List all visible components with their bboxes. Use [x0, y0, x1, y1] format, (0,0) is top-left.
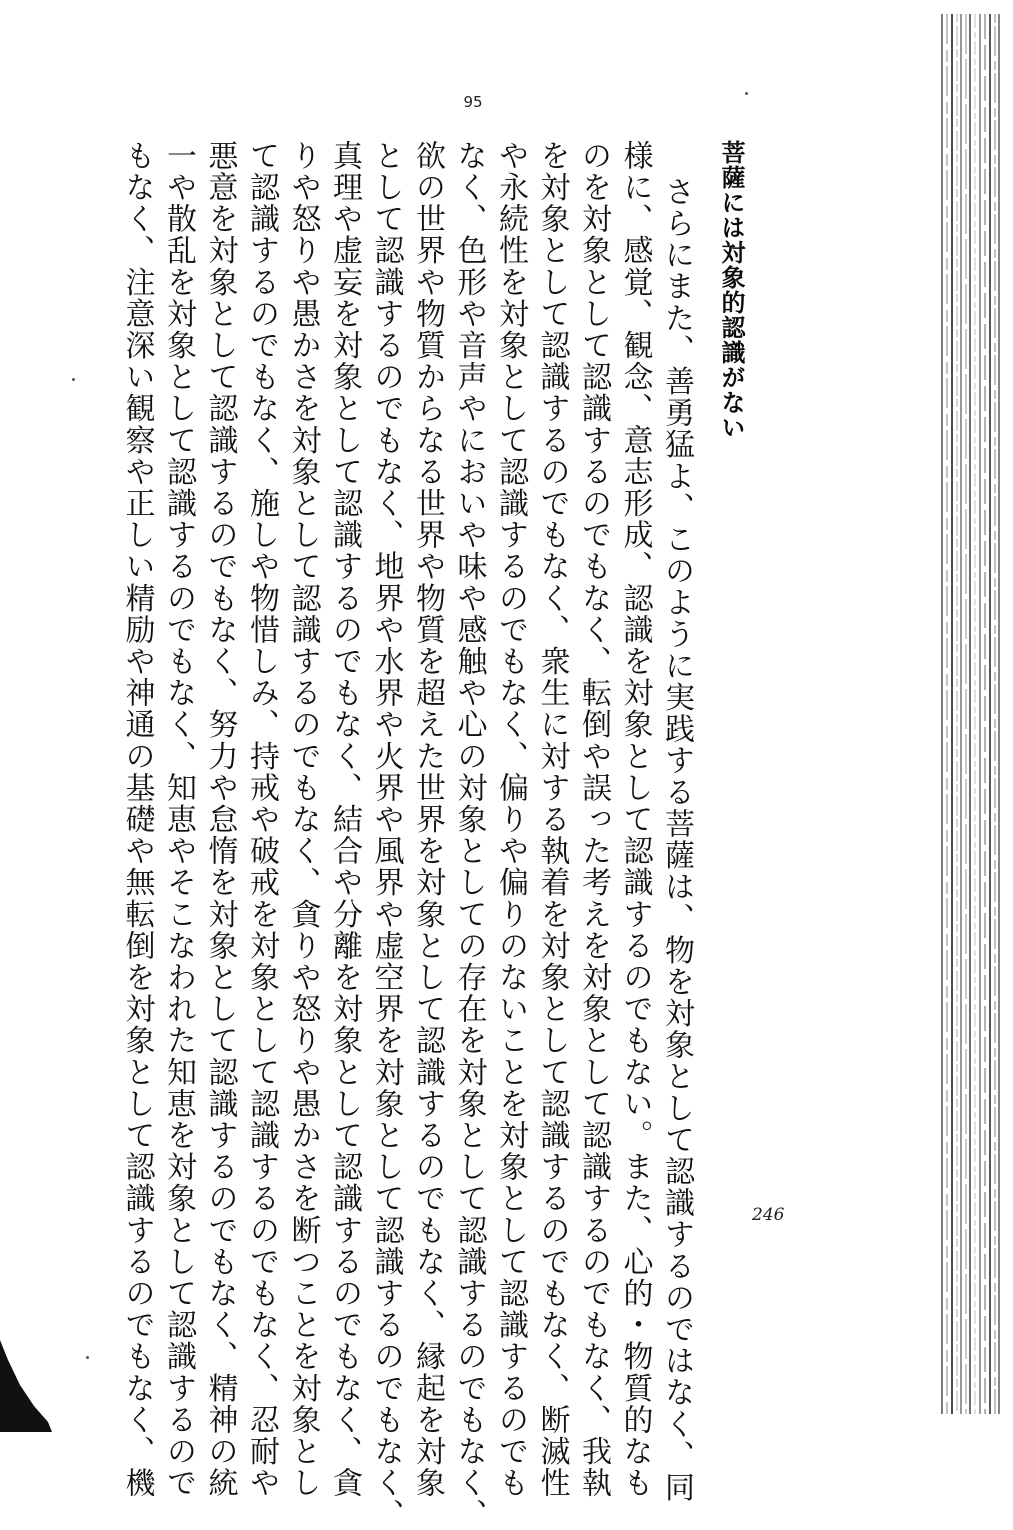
body-line: 一や散乱を対象として認識するのでもなく、知恵やそこなわれた知恵を対象として認識するので [161, 140, 196, 1499]
scan-shadow-corner [0, 1340, 60, 1432]
body-line: を対象として認識するのでもなく、衆生に対する執着を対象として認識するのでもなく、断滅性 [534, 140, 570, 1499]
body-line: りや怒りや愚かさを対象として認識するのでもなく、貪りや怒りや愚かさを断つことを対象とし [285, 140, 321, 1499]
body-line: として認識するのでもなく、地界や水界や火界や風界や虚空界を対象として認識するのでもなく、 [368, 140, 404, 1530]
section-number: 95 [463, 93, 483, 111]
body-line: や永続性を対象として認識するのでもなく、偏りや偏りのないことを対象として認識するのでも [493, 140, 528, 1499]
scan-speck [72, 378, 75, 381]
scan-speck [86, 1356, 89, 1359]
scan-speck [745, 92, 748, 95]
body-line: 悪意を対象として認識するのでもなく、努力や怠惰を対象として認識するのでもなく、精神の統 [202, 140, 238, 1499]
body-line: もなく、注意深い観察や正しい精励や神通の基礎や無転倒を対象として認識するのでもなく、機 [119, 140, 155, 1499]
page-number: 246 [752, 1205, 785, 1225]
body-line: なく、色形や音声やにおいや味や感触や心の対象としての存在を対象として認識するのでもなく、 [451, 140, 487, 1530]
vertical-text-block [116, 140, 751, 1530]
body-line: 欲の世界や物質からなる世界や物質を超えた世界を対象として認識するのでもなく、縁起を対象 [410, 140, 445, 1499]
body-line: さらにまた、善勇猛よ、このように実践する菩薩は、物を対象として認識するのではなく、同 [659, 176, 694, 1504]
body-line: 様に、感覚、観念、意志形成、認識を対象として認識するのでもない。また、心的・物質的なも [617, 140, 653, 1499]
body-line: て認識するのでもなく、施しや物惜しみ、持戒や破戒を対象として認識するのでもなく、忍耐や [244, 140, 279, 1499]
body-line: 真理や虚妄を対象として認識するのでもなく、結合や分離を対象として認識するのでもなく、貪 [327, 140, 362, 1499]
section-heading: 菩薩には対象的認識がない [717, 140, 745, 440]
body-line: のを対象として認識するのでもなく、転倒や誤った考えを対象として認識するのでもなく、我執 [576, 140, 611, 1499]
scanner-binding-edge [938, 14, 1002, 1414]
